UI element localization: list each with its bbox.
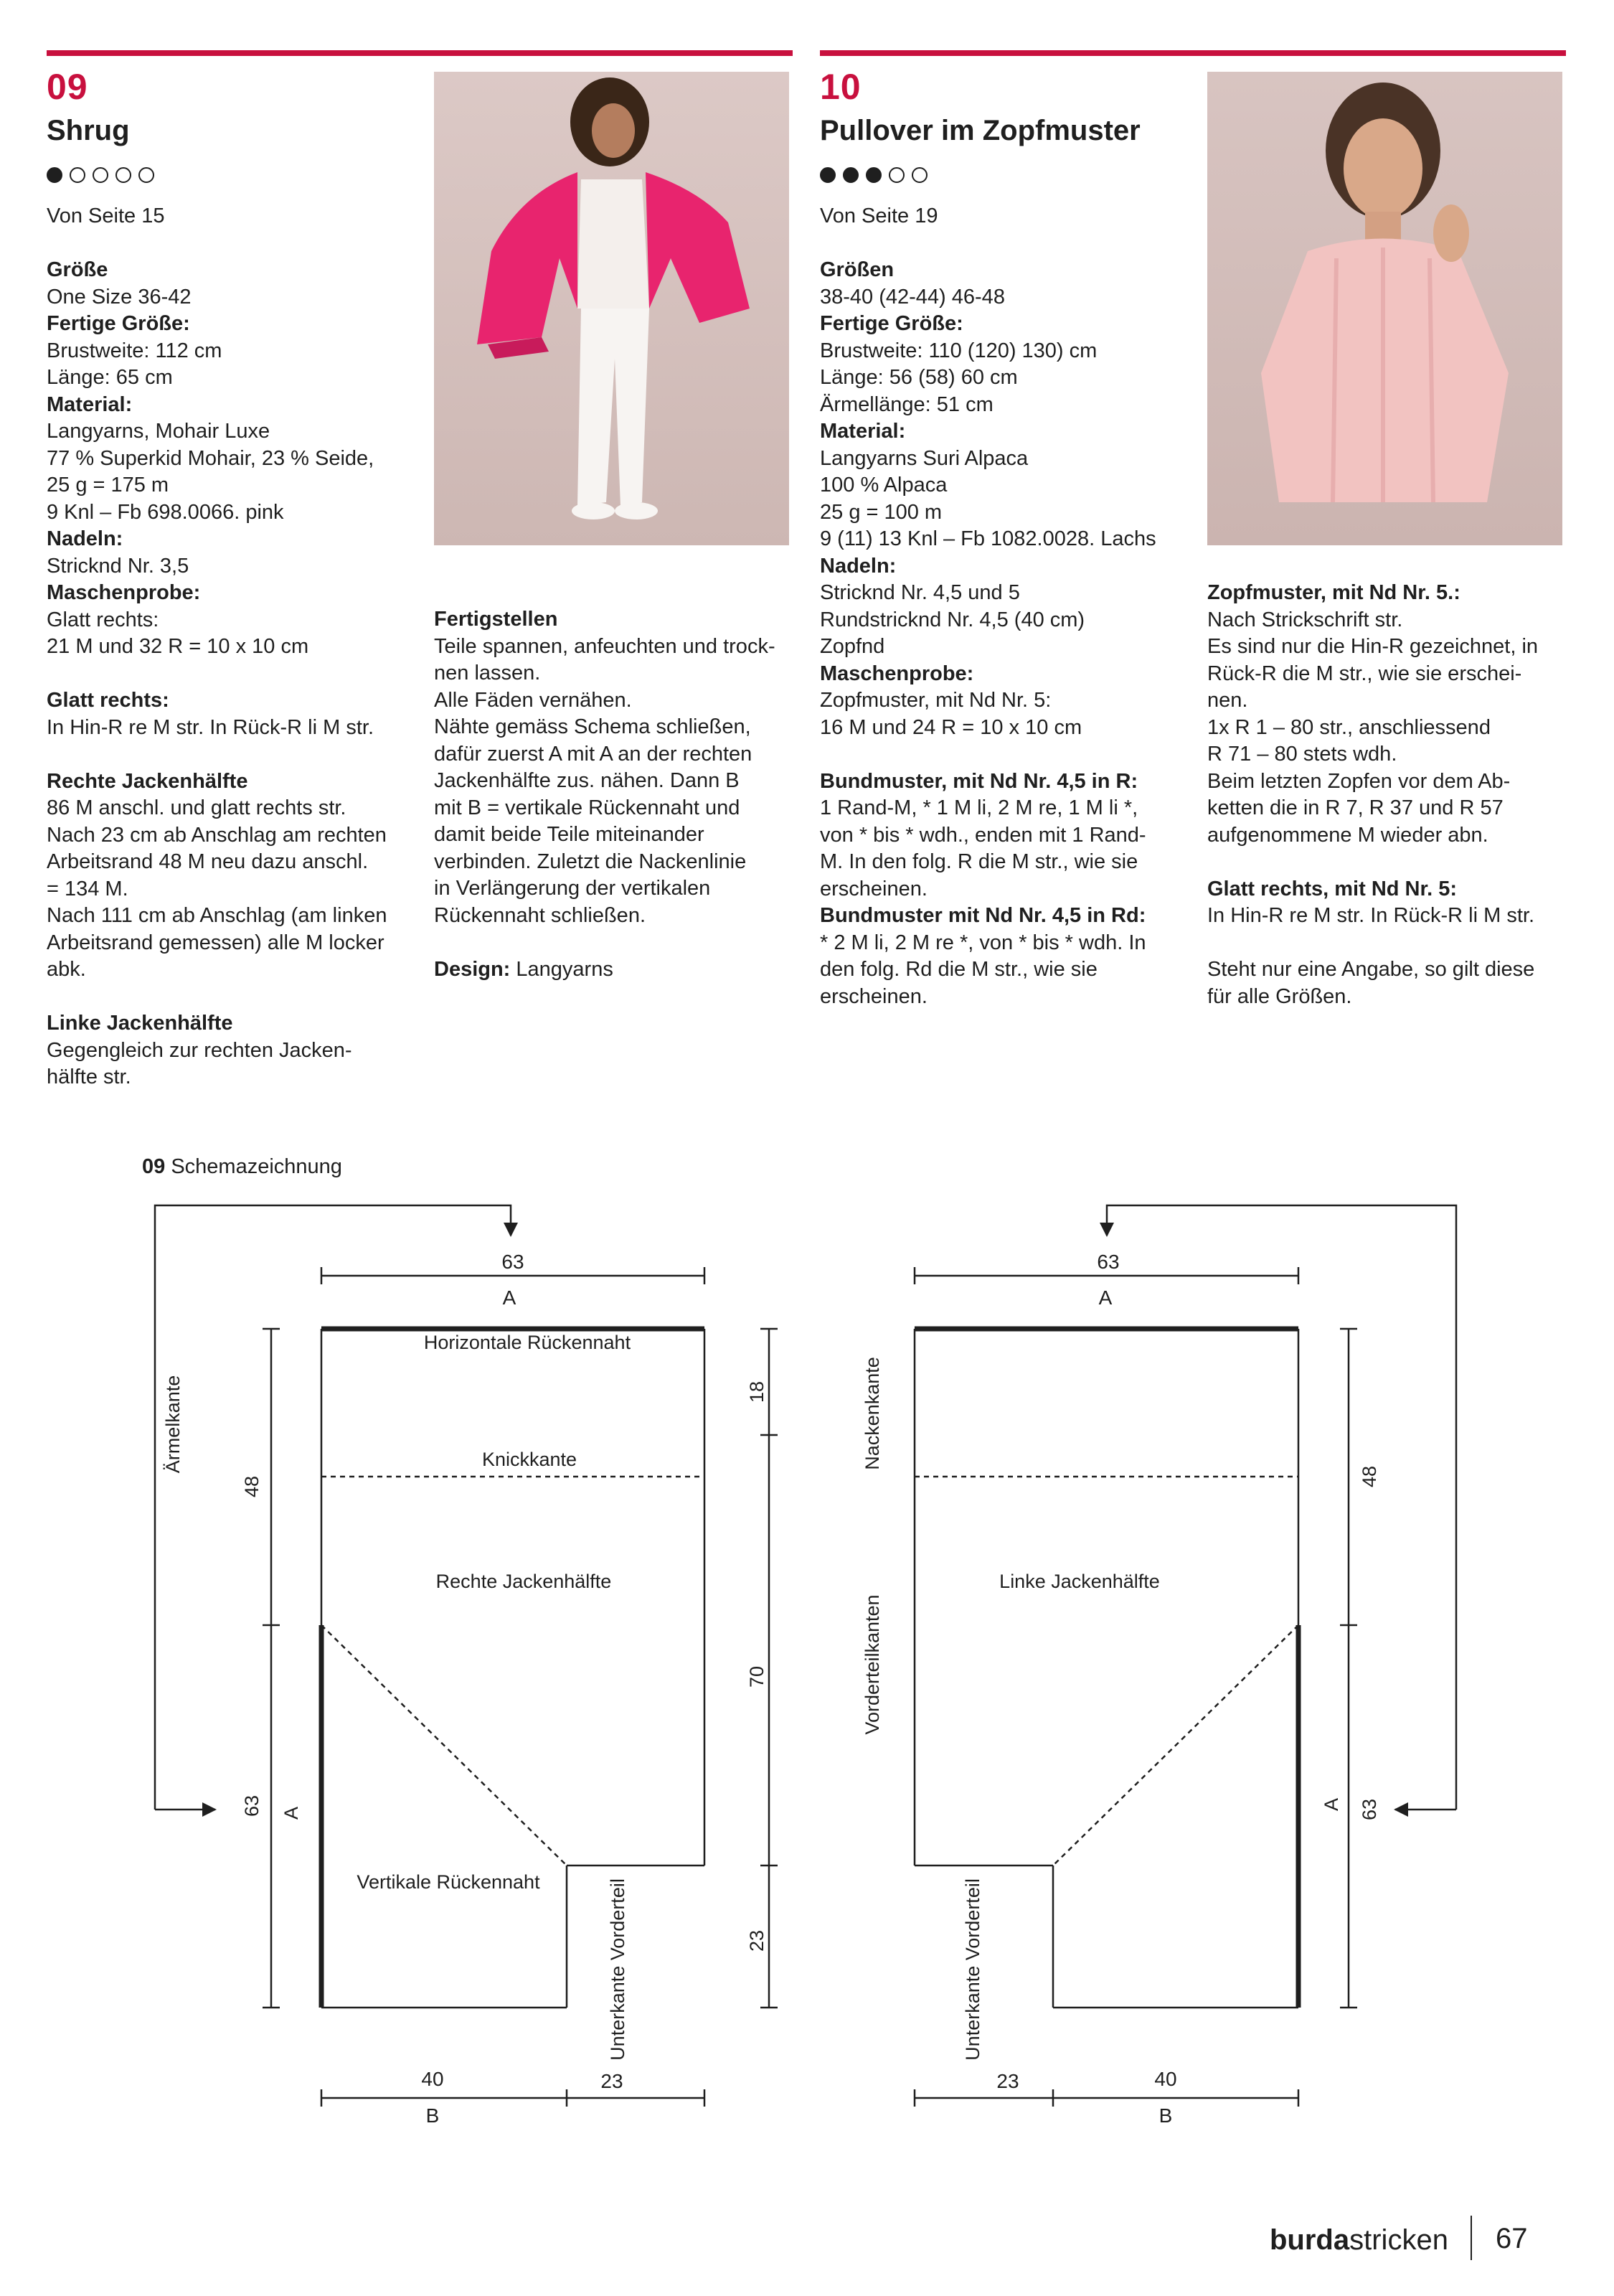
text-line: Arbeitsrand gemessen) alle M locker (47, 931, 384, 954)
text-line: in Verlängerung der vertikalen (434, 877, 711, 900)
text-line: Ärmellänge: 51 cm (820, 392, 994, 416)
label-a-side: A (280, 1806, 302, 1820)
text-line: abk. (47, 958, 86, 981)
text-line: Rückennaht schließen. (434, 903, 646, 927)
text-line: 1 Rand-M, * 1 M li, 2 M re, 1 M li *, (820, 796, 1138, 819)
text-line: Maschenprobe: (820, 662, 974, 685)
text-line-rest: Langyarns (510, 957, 613, 981)
dim-23-right: 23 (746, 1929, 768, 1952)
text-line: erscheinen. (820, 984, 928, 1008)
text-line: Material: (47, 392, 133, 416)
pattern-title-left: Shrug (47, 115, 130, 146)
text-line: 38-40 (42-44) 46-48 (820, 285, 1005, 309)
text-line: damit beide Teile miteinander (434, 823, 704, 846)
text-line: Maschenprobe: (47, 581, 201, 604)
text-line: Stricknd Nr. 3,5 (47, 554, 189, 578)
text-line: Beim letzten Zopfen vor dem Ab- (1207, 769, 1511, 793)
text-line: Steht nur eine Angabe, so gilt diese (1207, 958, 1535, 981)
dim-top-63-right: 63 (1097, 1251, 1120, 1273)
text-line: Nadeln: (47, 527, 123, 550)
text-line: Arbeitsrand 48 M neu dazu anschl. (47, 850, 369, 873)
text-line: Fertige Größe: (47, 312, 190, 335)
text-line: Nadeln: (820, 554, 897, 578)
text-line: Rundstricknd Nr. 4,5 (40 cm) (820, 608, 1085, 631)
label-b-bottom: B (425, 2104, 440, 2127)
footer-divider (1471, 2216, 1472, 2260)
text-line: Langyarns Suri Alpaca (820, 446, 1029, 470)
text-line: In Hin-R re M str. In Rück-R li M str. (47, 715, 374, 739)
text-line: ketten die in R 7, R 37 und R 57 (1207, 796, 1504, 819)
label-horizontale-rueckennaht: Horizontale Rückennaht (423, 1332, 631, 1353)
text-line: nen. (1207, 689, 1248, 712)
text-line: 1x R 1 – 80 str., anschliessend (1207, 715, 1491, 739)
dim-bottom-23: 23 (600, 2070, 623, 2092)
page-number: 67 (1496, 2223, 1528, 2254)
text-line: Teile spannen, anfeuchten und trock- (434, 634, 775, 658)
pattern-title-right: Pullover im Zopfmuster (820, 115, 1141, 146)
text-line: Linke Jackenhälfte (47, 1012, 233, 1035)
dim-63-right: 63 (1359, 1798, 1380, 1821)
text-line: 21 M und 32 R = 10 x 10 cm (47, 635, 309, 658)
text-line: = 134 M. (47, 877, 128, 900)
label-aermelkante: Ärmelkante (162, 1375, 184, 1474)
text-line-bold: Design: (434, 957, 511, 981)
text-line: Nach Strickschrift str. (1207, 608, 1403, 631)
text-line: hälfte str. (47, 1065, 131, 1088)
text-line: 86 M anschl. und glatt rechts str. (47, 796, 346, 819)
text-line: Rück-R die M str., wie sie erschei- (1207, 662, 1522, 685)
dim-bottom-40-right: 40 (1154, 2068, 1177, 2090)
text-line: 25 g = 100 m (820, 500, 943, 524)
text-line: den folg. Rd die M str., wie sie (820, 958, 1098, 981)
label-rechte-jackenhaelfte: Rechte Jackenhälfte (435, 1571, 612, 1592)
text-line: Glatt rechts: (47, 689, 169, 712)
text-line: 9 (11) 13 Knl – Fb 1082.0028. Lachs (820, 527, 1156, 550)
label-a-top: A (502, 1286, 516, 1309)
text-line: Bundmuster mit Nd Nr. 4,5 in Rd: (820, 904, 1146, 927)
text-line: dafür zuerst A mit A an der rechten (434, 742, 752, 766)
text-line: Zopfnd (820, 635, 885, 658)
page-ref-left: Von Seite 15 (47, 204, 165, 227)
text-line: für alle Größen. (1207, 984, 1352, 1008)
dim-63-left: 63 (241, 1794, 263, 1817)
text-line: erscheinen. (820, 877, 928, 900)
text-line: Jackenhälfte zus. nähen. Dann B (434, 769, 740, 792)
text-line: Rechte Jackenhälfte (47, 769, 248, 793)
label-knickkante: Knickkante (481, 1449, 577, 1470)
text-line: aufgenommene M wieder abn. (1207, 823, 1488, 847)
dim-48-right: 48 (1359, 1465, 1380, 1488)
label-b-bottom-right: B (1158, 2104, 1173, 2127)
text-line: 9 Knl – Fb 698.0066. pink (47, 500, 284, 524)
text-line: Alle Fäden vernähen. (434, 688, 632, 712)
dim-bottom-23-right: 23 (996, 2070, 1019, 2092)
dim-18: 18 (746, 1380, 768, 1403)
label-unterkante-left: Unterkante Vorderteil (607, 1878, 628, 2061)
text-line: 100 % Alpaca (820, 474, 948, 497)
label-a-side-right: A (1321, 1797, 1342, 1812)
text-line: nen lassen. (434, 662, 541, 684)
text-line: Fertige Größe: (820, 312, 963, 335)
text-line: Zopfmuster, mit Nd Nr. 5.: (1207, 581, 1460, 604)
text-line: von * bis * wdh., enden mit 1 Rand- (820, 823, 1146, 847)
text-line: Es sind nur die Hin-R gezeichnet, in (1207, 635, 1539, 658)
dim-top-63: 63 (501, 1251, 524, 1273)
text-line: Gegengleich zur rechten Jacken- (47, 1038, 352, 1062)
page-ref-right: Von Seite 19 (820, 204, 938, 227)
text-line: Länge: 65 cm (47, 366, 173, 389)
text-line: Langyarns, Mohair Luxe (47, 420, 270, 443)
text-line: Glatt rechts: (47, 608, 159, 631)
text-line: Brustweite: 110 (120) 130) cm (820, 339, 1098, 362)
label-a-top-right: A (1098, 1286, 1113, 1309)
text-line: mit B = vertikale Rückennaht und (434, 796, 740, 819)
label-nackenkante: Nackenkante (862, 1357, 883, 1470)
schema-caption: 09 Schemazeichnung (142, 1155, 342, 1178)
dim-70: 70 (746, 1665, 768, 1688)
text-line: Material: (820, 420, 906, 443)
text-line: R 71 – 80 stets wdh. (1207, 743, 1397, 766)
text-line: 25 g = 175 m (47, 474, 169, 497)
pattern-number-right: 10 (820, 67, 862, 107)
text-line: Bundmuster, mit Nd Nr. 4,5 in R: (820, 769, 1138, 793)
text-line: In Hin-R re M str. In Rück-R li M str. (1207, 904, 1534, 927)
pattern-number-left: 09 (47, 67, 88, 107)
text-line: Zopfmuster, mit Nd Nr. 5: (820, 689, 1052, 712)
text-line: Fertigstellen (434, 608, 558, 631)
text-line: Größen (820, 258, 895, 281)
label-unterkante-right: Unterkante Vorderteil (962, 1878, 983, 2061)
label-vorderteilkanten: Vorderteilkanten (862, 1594, 883, 1735)
text-line: Brustweite: 112 cm (47, 339, 222, 362)
text-line: Nach 23 cm ab Anschlag am rechten (47, 823, 387, 847)
text-line: 77 % Superkid Mohair, 23 % Seide, (47, 446, 374, 470)
schema-right-piece (862, 1205, 1456, 2127)
text-line: One Size 36-42 (47, 285, 192, 309)
text-line: verbinden. Zuletzt die Nackenlinie (434, 850, 747, 873)
text-line: Glatt rechts, mit Nd Nr. 5: (1207, 877, 1458, 900)
dim-bottom-40: 40 (421, 2068, 444, 2090)
schema-left-piece (155, 1205, 778, 2127)
text-line: M. In den folg. R die M str., wie sie (820, 850, 1138, 873)
text-line: Länge: 56 (58) 60 cm (820, 366, 1018, 389)
text-line: * 2 M li, 2 M re *, von * bis * wdh. In (820, 931, 1146, 954)
dim-48-left: 48 (241, 1475, 263, 1498)
label-vertikale-rueckennaht: Vertikale Rückennaht (357, 1871, 540, 1893)
label-linke-jackenhaelfte: Linke Jackenhälfte (999, 1571, 1160, 1592)
text-line: Größe (47, 258, 108, 281)
text-line: Stricknd Nr. 4,5 und 5 (820, 581, 1020, 604)
text-line: Nähte gemäss Schema schließen, (434, 715, 751, 738)
text-line: Nach 111 cm ab Anschlag (am linken (47, 904, 387, 927)
text-line: 16 M und 24 R = 10 x 10 cm (820, 715, 1082, 739)
footer-brand: burdastricken (1270, 2224, 1448, 2256)
